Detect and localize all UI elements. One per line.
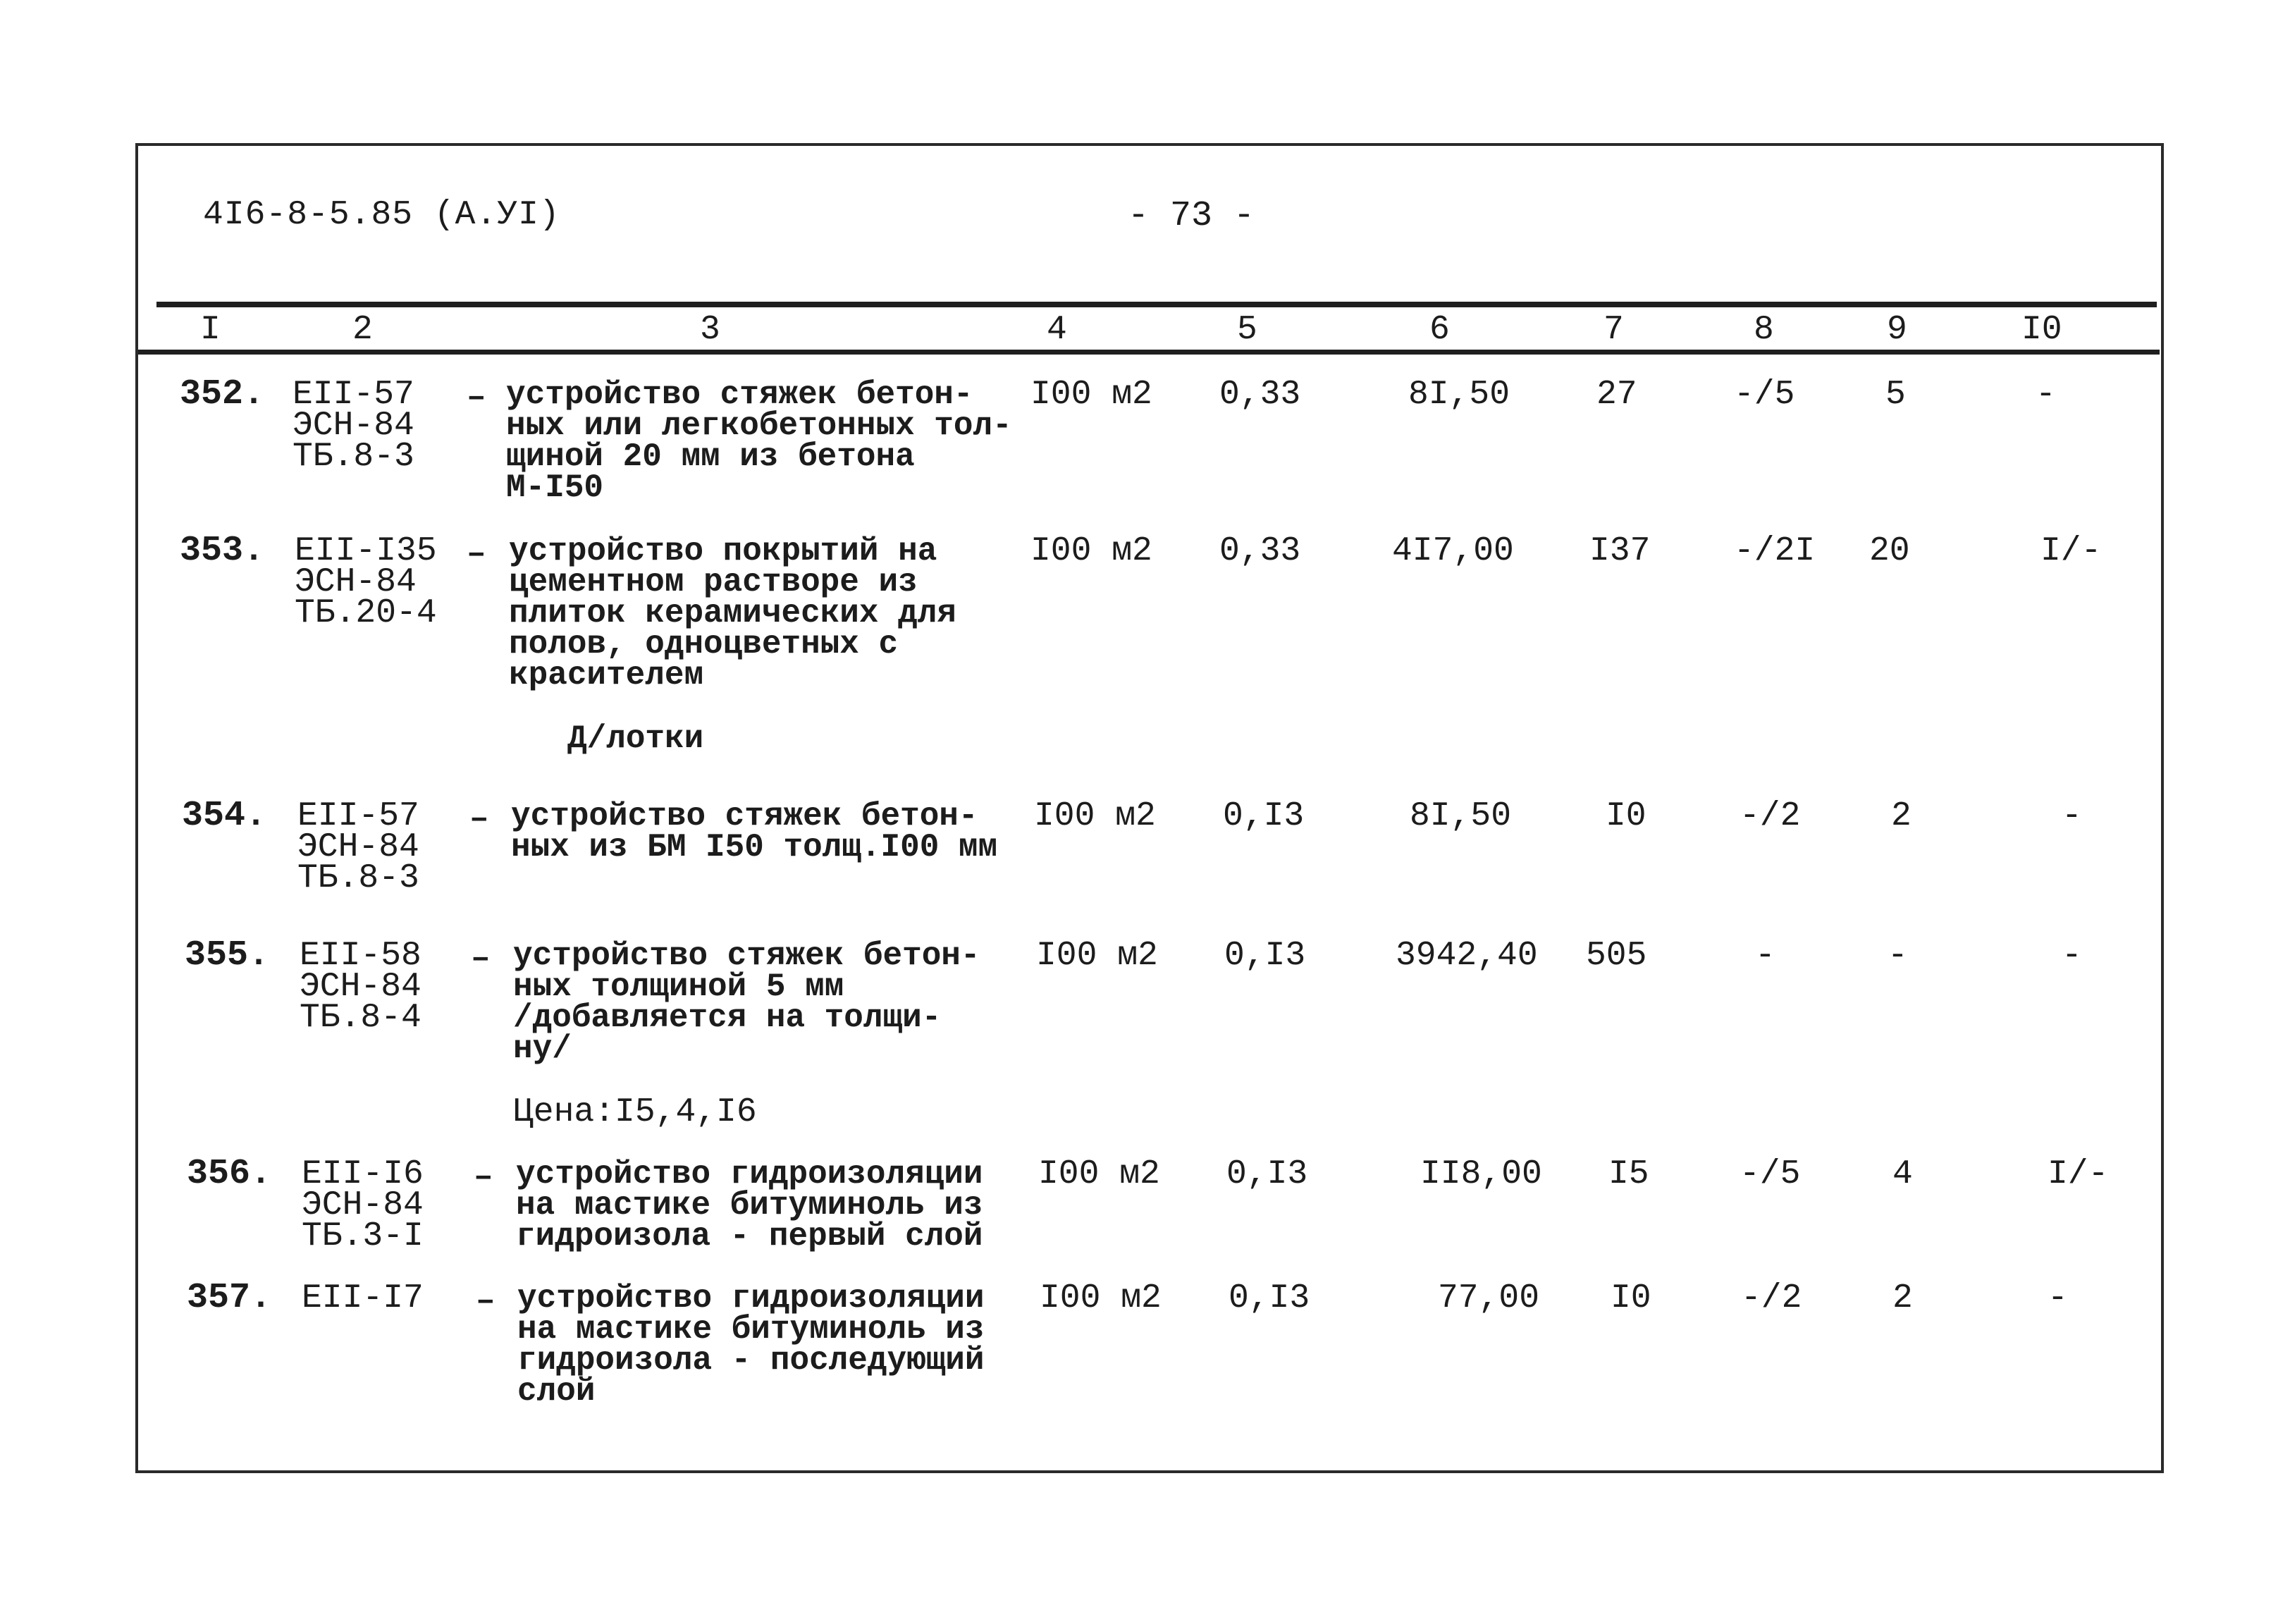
work-description: устройство стяжек бетон- ных толщиной 5 мм /добавляется на толщи- ну/ [513,937,980,1067]
section-label: Д/лотки [567,720,704,757]
column-header-1: I [200,311,221,349]
quantity: 0,33 [1219,376,1301,414]
column-header-3: 3 [700,311,720,349]
row-dash: – [467,379,486,416]
unit-price: 3942,40 [1396,937,1538,975]
work-description: устройство стяжек бетон- ных или легкобетонных тол- щиной 20 мм из бетона М-I50 [506,376,1012,506]
col-10-value: - [2048,1279,2068,1317]
work-description: устройство гидроизоляции на мастике битуминоль из гидроизола - первый слой [516,1156,983,1255]
unit: I00 м2 [1036,937,1158,975]
row-number: 354. [182,796,267,836]
col-7-value: I5 [1608,1155,1649,1193]
quantity: 0,33 [1219,532,1301,570]
quantity: 0,I3 [1223,797,1305,835]
col-7-value: I0 [1606,797,1646,835]
col-10-value: - [2062,937,2082,975]
work-description: устройство покрытий на цементном растворе из плиток керамических для полов, одноцветных с красителем [509,533,956,694]
norm-code: EII-I6 ЭСН-84 ТБ.3-I [302,1155,424,1255]
table-header-bottom-rule [138,350,2160,355]
col-7-value: I0 [1611,1279,1651,1317]
row-dash: – [467,536,486,572]
column-header-4: 4 [1047,311,1067,349]
col-9-value: - [1888,937,1908,975]
quantity: 0,I3 [1224,937,1306,975]
column-header-10: I0 [2021,311,2062,349]
row-number: 353. [180,531,265,571]
col-10-value: I/- [2048,1155,2109,1193]
column-header-7: 7 [1603,311,1624,349]
unit: I00 м2 [1038,1155,1160,1193]
norm-code: EII-I7 [302,1279,424,1317]
column-header-9: 9 [1887,311,1907,349]
unit-price: 77,00 [1438,1279,1540,1317]
col-7-value: 27 [1596,376,1637,414]
quantity: 0,I3 [1229,1279,1310,1317]
work-description: устройство стяжек бетон- ных из БМ I50 толщ.I00 мм [511,798,998,866]
col-9-value: 4 [1892,1155,1913,1193]
col-8-value: - [1755,937,1775,975]
norm-code: EII-58 ЭСН-84 ТБ.8-4 [300,937,421,1037]
col-10-value: - [2062,797,2082,835]
unit-price: 8I,50 [1410,797,1512,835]
column-header-2: 2 [352,311,373,349]
page-number: - 73 - [1128,196,1255,236]
col-8-value: -/2I [1734,532,1816,570]
row-dash: – [476,1283,495,1320]
row-dash: – [474,1159,493,1195]
price-note: Цена:I5,4,I6 [513,1093,757,1131]
document-code: 4I6-8-5.85 (А.УI) [203,196,560,234]
col-10-value: - [2036,376,2056,414]
unit-price: 8I,50 [1408,376,1510,414]
norm-code: EII-57 ЭСН-84 ТБ.8-3 [293,376,414,476]
row-number: 356. [187,1154,272,1194]
quantity: 0,I3 [1226,1155,1308,1193]
norm-code: EII-57 ЭСН-84 ТБ.8-3 [297,797,419,897]
col-10-value: I/- [2040,532,2102,570]
table-header-top-rule [156,302,2157,307]
column-header-6: 6 [1429,311,1450,349]
norm-code: EII-I35 ЭСН-84 ТБ.20-4 [295,532,437,632]
row-number: 357. [187,1278,272,1318]
col-8-value: -/2 [1740,797,1801,835]
col-9-value: 2 [1892,1279,1913,1317]
col-8-value: -/5 [1734,376,1795,414]
col-9-value: 5 [1885,376,1906,414]
unit: I00 м2 [1030,532,1152,570]
col-9-value: 20 [1869,532,1910,570]
unit: I00 м2 [1030,376,1152,414]
unit: I00 м2 [1034,797,1156,835]
col-8-value: -/5 [1740,1155,1801,1193]
column-header-5: 5 [1237,311,1257,349]
row-number: 352. [180,374,265,414]
unit-price: II8,00 [1420,1155,1542,1193]
row-number: 355. [185,935,270,976]
col-8-value: -/2 [1741,1279,1802,1317]
work-description: устройство гидроизоляции на мастике битуминоль из гидроизола - последующий слой [517,1280,985,1410]
unit: I00 м2 [1040,1279,1162,1317]
unit-price: 4I7,00 [1392,532,1514,570]
row-dash: – [469,801,489,837]
col-7-value: I37 [1589,532,1651,570]
col-7-value: 505 [1586,937,1647,975]
col-9-value: 2 [1891,797,1912,835]
column-header-8: 8 [1754,311,1774,349]
row-dash: – [471,940,491,977]
